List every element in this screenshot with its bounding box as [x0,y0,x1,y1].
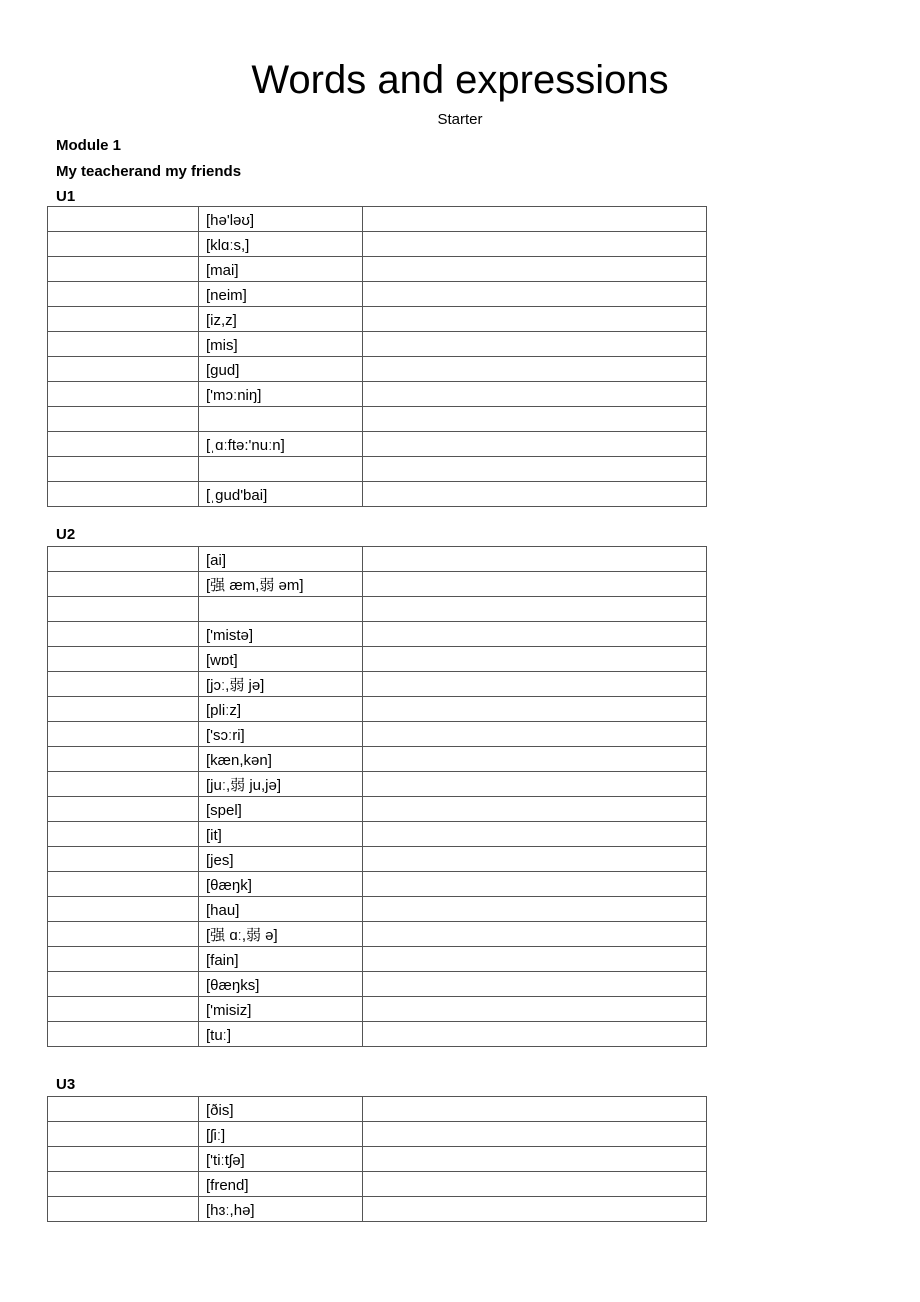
table-row [48,1022,707,1047]
phonetic-cell: [fain] [199,947,363,972]
word-cell [48,1147,199,1172]
table-row [48,382,707,407]
phonetic-cell: [gud] [199,357,363,382]
word-cell [48,457,199,482]
word-cell [48,672,199,697]
table-row [48,1172,707,1197]
unit-heading-u2: U2 [56,526,76,543]
table-row [48,747,707,772]
table-row [48,257,707,282]
unit-heading-u1: U1 [56,188,76,205]
phonetic-cell: ['tiːtʃə] [199,1147,363,1172]
word-cell [48,207,199,232]
phonetic-cell: ['mistə] [199,622,363,647]
meaning-cell [363,1147,707,1172]
word-cell [48,772,199,797]
word-cell [48,597,199,622]
vocab-table-u2 [47,546,707,1047]
table-row [48,872,707,897]
meaning-cell [363,722,707,747]
table-row [48,307,707,332]
phonetic-cell: [iz,z] [199,307,363,332]
meaning-cell [363,597,707,622]
phonetic-cell: [ai] [199,547,363,572]
phonetic-cell: ['mɔːniŋ] [199,382,363,407]
meaning-cell [363,747,707,772]
phonetic-cell: [ˌɑːftə:'nuːn] [199,432,363,457]
word-cell [48,947,199,972]
meaning-cell [363,772,707,797]
word-cell [48,257,199,282]
vocab-table-u1 [47,206,707,507]
word-cell [48,547,199,572]
word-cell [48,332,199,357]
table-row [48,972,707,997]
word-cell [48,1122,199,1147]
meaning-cell [363,997,707,1022]
word-cell [48,647,199,672]
word-cell [48,797,199,822]
meaning-cell [363,947,707,972]
unit-heading-u3: U3 [56,1076,76,1093]
table-row [48,547,707,572]
phonetic-cell: [it] [199,822,363,847]
module-label: Module 1 [56,137,122,154]
table-row [48,597,707,622]
phonetic-cell: [neim] [199,282,363,307]
phonetic-cell: [kæn,kən] [199,747,363,772]
meaning-cell [363,307,707,332]
table-row [48,797,707,822]
table-row [48,822,707,847]
phonetic-cell: [hə'ləʊ] [199,207,363,232]
table-row [48,1147,707,1172]
word-cell [48,847,199,872]
phonetic-cell: [pliːz] [199,697,363,722]
word-cell [48,922,199,947]
phonetic-cell: [hɜː,hə] [199,1197,363,1222]
meaning-cell [363,1197,707,1222]
meaning-cell [363,672,707,697]
table-row [48,282,707,307]
table-row [48,997,707,1022]
phonetic-cell: [klɑːs,] [199,232,363,257]
meaning-cell [363,207,707,232]
phonetic-cell: [jɔː,弱 jə] [199,672,363,697]
meaning-cell [363,572,707,597]
table-row [48,572,707,597]
phonetic-cell: [spel] [199,797,363,822]
meaning-cell [363,432,707,457]
meaning-cell [363,382,707,407]
word-cell [48,697,199,722]
phonetic-cell: [mai] [199,257,363,282]
word-cell [48,282,199,307]
table-row [48,457,707,482]
meaning-cell [363,547,707,572]
word-cell [48,1022,199,1047]
phonetic-cell: [强 ɑː,弱 ə] [199,922,363,947]
meaning-cell [363,922,707,947]
phonetic-cell: [ʃiː] [199,1122,363,1147]
table-row [48,432,707,457]
meaning-cell [363,897,707,922]
page-subtitle: Starter [437,111,483,128]
phonetic-cell: [jes] [199,847,363,872]
table-row [48,772,707,797]
meaning-cell [363,847,707,872]
table-row [48,697,707,722]
table-row [48,207,707,232]
meaning-cell [363,872,707,897]
table-row [48,922,707,947]
word-cell [48,407,199,432]
meaning-cell [363,797,707,822]
word-cell [48,232,199,257]
word-cell [48,432,199,457]
meaning-cell [363,972,707,997]
page-title: Words and expressions [251,58,669,102]
table-row [48,897,707,922]
phonetic-cell: [θæŋk] [199,872,363,897]
word-cell [48,1197,199,1222]
phonetic-cell [199,407,363,432]
meaning-cell [363,697,707,722]
word-cell [48,1172,199,1197]
table-row [48,847,707,872]
word-cell [48,972,199,997]
table-row [48,622,707,647]
meaning-cell [363,1022,707,1047]
phonetic-cell: [frend] [199,1172,363,1197]
table-row [48,1097,707,1122]
word-cell [48,622,199,647]
meaning-cell [363,1172,707,1197]
meaning-cell [363,647,707,672]
word-cell [48,997,199,1022]
word-cell [48,572,199,597]
meaning-cell [363,457,707,482]
word-cell [48,897,199,922]
phonetic-cell: ['misiz] [199,997,363,1022]
phonetic-cell: [ðis] [199,1097,363,1122]
word-cell [48,872,199,897]
table-row [48,1122,707,1147]
phonetic-cell: [wɒt] [199,647,363,672]
table-row [48,332,707,357]
phonetic-cell: [ˌgud'bai] [199,482,363,507]
phonetic-cell: [tuː] [199,1022,363,1047]
word-cell [48,747,199,772]
meaning-cell [363,1122,707,1147]
phonetic-cell: ['sɔːri] [199,722,363,747]
meaning-cell [363,622,707,647]
phonetic-cell: [强 æm,弱 əm] [199,572,363,597]
meaning-cell [363,482,707,507]
meaning-cell [363,232,707,257]
word-cell [48,382,199,407]
word-cell [48,357,199,382]
word-cell [48,307,199,332]
table-row [48,672,707,697]
phonetic-cell: [hau] [199,897,363,922]
word-cell [48,822,199,847]
phonetic-cell: [θæŋks] [199,972,363,997]
meaning-cell [363,407,707,432]
word-cell [48,722,199,747]
phonetic-cell [199,457,363,482]
table-row [48,357,707,382]
table-row [48,722,707,747]
word-cell [48,482,199,507]
phonetic-cell [199,597,363,622]
table-row [48,232,707,257]
vocab-table-u3 [47,1096,707,1222]
module-topic: My teacherand my friends [56,163,242,180]
word-cell [48,1097,199,1122]
meaning-cell [363,257,707,282]
table-row [48,407,707,432]
table-row [48,947,707,972]
meaning-cell [363,357,707,382]
table-row [48,647,707,672]
meaning-cell [363,1097,707,1122]
phonetic-cell: [juː,弱 ju,jə] [199,772,363,797]
meaning-cell [363,282,707,307]
table-row [48,482,707,507]
table-row [48,1197,707,1222]
meaning-cell [363,822,707,847]
phonetic-cell: [mis] [199,332,363,357]
meaning-cell [363,332,707,357]
